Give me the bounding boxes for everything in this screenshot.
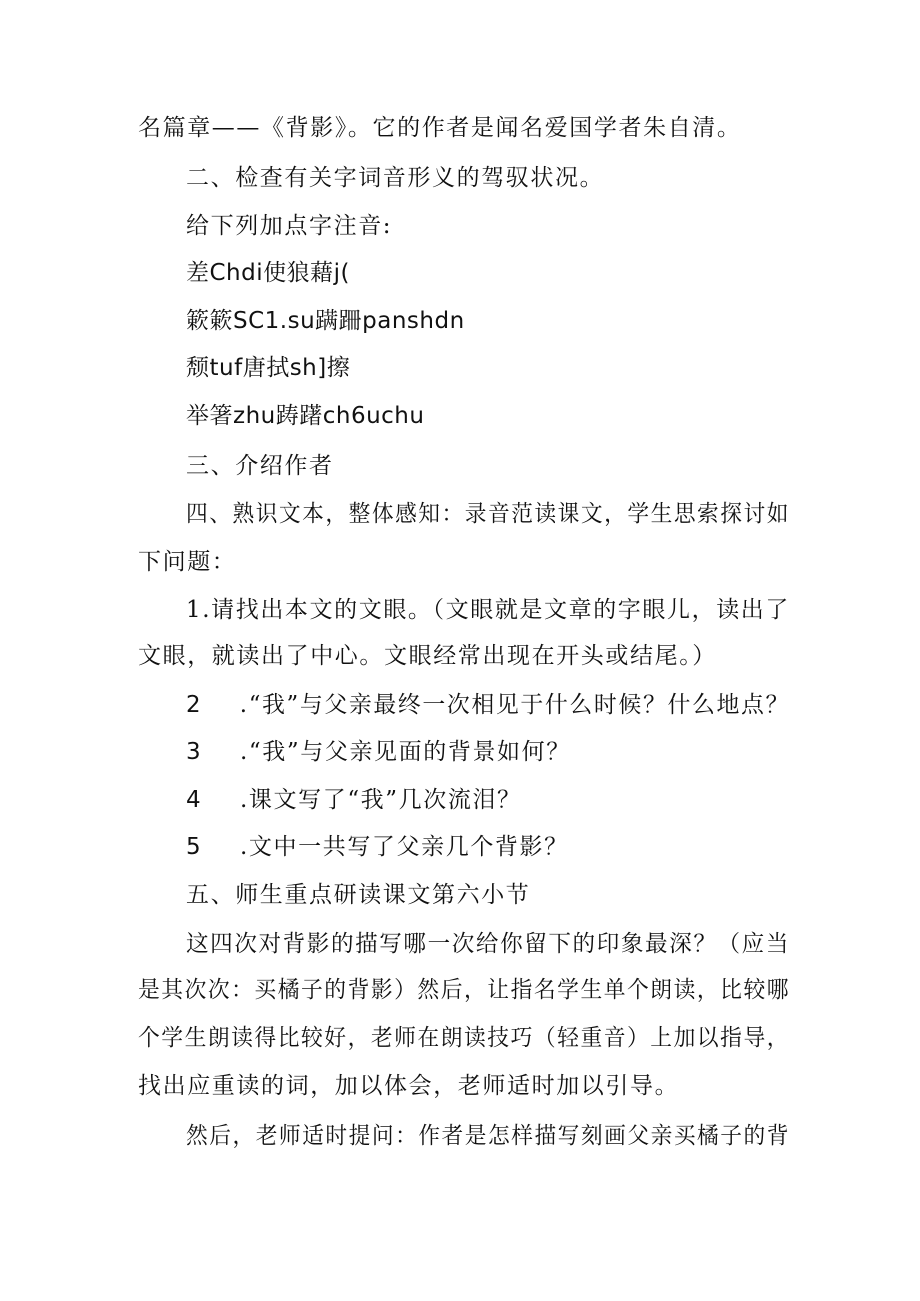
section-heading: 四、熟识文本，整体感知：录音范读课文，学生思索探讨如: [186, 501, 790, 527]
question-line: [186, 832, 569, 862]
paragraph-line: 然后，老师适时提问：作者是怎样描写刻画父亲买橘子的背: [186, 1123, 790, 1149]
question-text: 课文写了“我”几次流泪？: [248, 787, 522, 813]
question-line: [186, 737, 571, 767]
question-line: [186, 690, 790, 720]
paragraph-line: 这四次对背影的描写哪一次给你留下的印象最深？（应当: [186, 931, 790, 957]
section-heading: 五、师生重点研读课文第六小节: [186, 882, 531, 908]
list-dot: .: [240, 787, 249, 813]
paragraph-line: 找出应重读的词，加以体会，老师适时加以引导。: [138, 1073, 680, 1099]
list-dot: .: [240, 834, 249, 860]
paragraph-line: 文眼，就读出了中心。文眼经常出现在开头或结尾。）: [138, 643, 717, 669]
question-text: “我”与父亲见面的背景如何？: [248, 739, 571, 765]
phonetic-line: 举箸zhu踌躇ch6uchu: [186, 403, 425, 429]
list-number: 4: [186, 787, 203, 813]
phonetic-line: 簌簌SC1.su蹒跚panshdn: [186, 308, 465, 334]
question-line: 1.请找出本文的文眼。（文眼就是文章的字眼儿，读出了: [186, 597, 790, 623]
paragraph-line: 是其次次：买橘子的背影）然后，让指名学生单个朗读，比较哪: [138, 977, 791, 1003]
paragraph-line: 下问题：: [138, 549, 237, 575]
question-text: “我”与父亲最终一次相见于什么时候？什么地点？: [248, 692, 791, 718]
phonetic-line: 颓tuf唐拭sh]擦: [186, 355, 351, 381]
section-heading: 三、介绍作者: [186, 453, 334, 479]
list-number: 3: [186, 739, 203, 765]
paragraph-line: 个学生朗读得比较好，老师在朗读技巧（轻重音）上加以指导，: [138, 1025, 791, 1051]
question-line: [186, 785, 522, 815]
list-dot: .: [239, 692, 249, 718]
list-number: 5: [186, 834, 203, 860]
question-text: 文中一共写了父亲几个背影？: [248, 834, 569, 860]
list-number: 2: [186, 692, 203, 718]
paragraph-line: 给下列加点字注音:: [186, 213, 393, 239]
list-dot: .: [240, 739, 249, 765]
paragraph-line: 名篇章——《背影》。它的作者是闻名爱国学者朱自清。: [138, 115, 742, 141]
phonetic-line: 差Chdi使狼藉j(: [186, 260, 350, 286]
section-heading: 二、检查有关字词音形义的驾驭状况。: [186, 165, 605, 191]
